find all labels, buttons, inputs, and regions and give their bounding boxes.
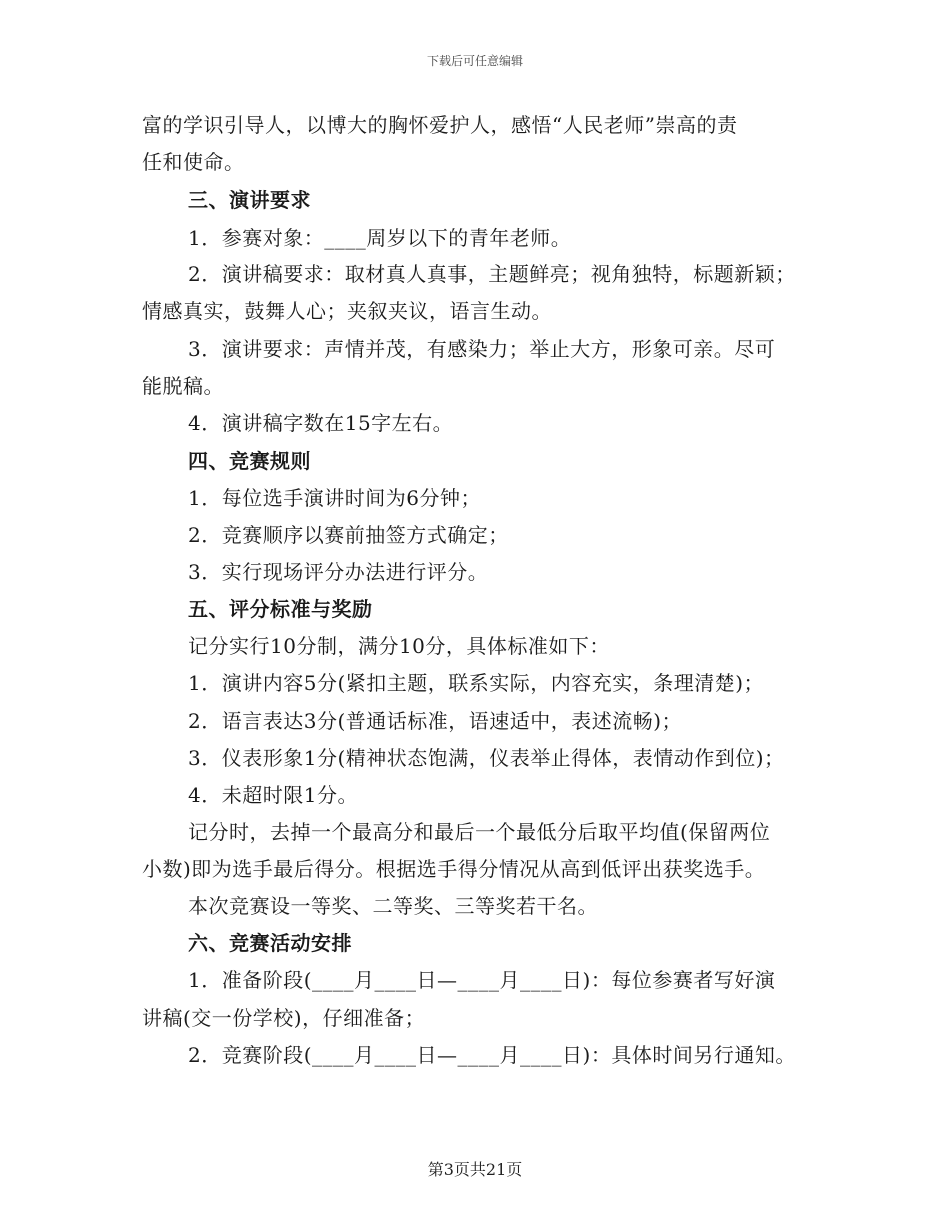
section-heading-6: 六、竞赛活动安排 xyxy=(188,931,352,955)
body-line-7: 3．演讲要求：声情并茂，有感染力；举止大方，形象可亲。尽可 xyxy=(188,337,776,361)
page-footer: 第3页共21页 xyxy=(427,1160,523,1179)
body-line-18: 3．仪表形象1分(精神状态饱满，仪表举止得体，表情动作到位)； xyxy=(188,746,785,770)
body-line-6: 情感真实，鼓舞人心；夹叙夹议，语言生动。 xyxy=(142,299,552,323)
body-line-5: 2．演讲稿要求：取材真人真事，主题鲜亮；视角独特，标题新颖； xyxy=(188,262,796,286)
body-line-26: 2．竞赛阶段(____月____日—____月____日)：具体时间另行通知。 xyxy=(188,1043,796,1067)
body-line-12: 2．竞赛顺序以赛前抽签方式确定； xyxy=(188,523,509,547)
body-line-15: 记分实行10分制，满分10分，具体标准如下： xyxy=(188,634,610,658)
section-heading-5: 五、评分标准与奖励 xyxy=(188,597,373,621)
section-heading-3: 三、演讲要求 xyxy=(188,188,311,212)
body-line-2: 任和使命。 xyxy=(142,150,245,174)
body-line-4: 1．参赛对象：____周岁以下的青年老师。 xyxy=(188,226,572,250)
body-line-13: 3．实行现场评分办法进行评分。 xyxy=(188,560,489,584)
body-line-17: 2．语言表达3分(普通话标准，语速适中，表述流畅)； xyxy=(188,709,683,733)
body-line-16: 1．演讲内容5分(紧扣主题，联系实际，内容充实，条理清楚)； xyxy=(188,671,765,695)
body-line-25: 讲稿(交一份学校)，仔细准备； xyxy=(142,1006,426,1030)
body-line-11: 1．每位选手演讲时间为6分钟； xyxy=(188,486,481,510)
body-line-1: 富的学识引导人，以博大的胸怀爱护人，感悟“人民老师”崇高的责 xyxy=(142,113,738,137)
body-line-21: 小数)即为选手最后得分。根据选手得分情况从高到低评出获奖选手。 xyxy=(142,857,766,881)
body-line-19: 4．未超时限1分。 xyxy=(188,783,358,807)
page-header: 下载后可任意编辑 xyxy=(426,54,523,68)
section-heading-4: 四、竞赛规则 xyxy=(188,449,311,473)
body-line-9: 4．演讲稿字数在15字左右。 xyxy=(188,411,454,435)
body-line-20: 记分时，去掉一个最高分和最后一个最低分后取平均值(保留两位 xyxy=(188,820,771,844)
body-line-22: 本次竞赛设一等奖、二等奖、三等奖若干名。 xyxy=(188,894,598,918)
body-line-24: 1．准备阶段(____月____日—____月____日)：每位参赛者写好演 xyxy=(188,968,776,992)
body-line-8: 能脱稿。 xyxy=(142,374,224,398)
